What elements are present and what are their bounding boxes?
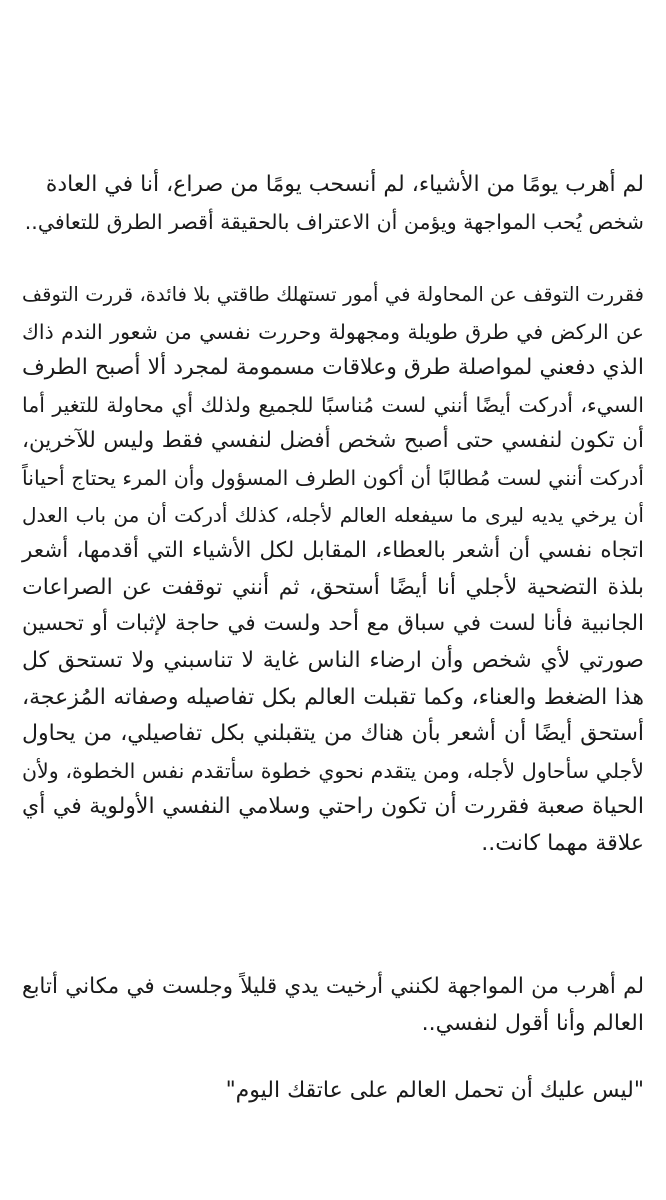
- text-line: أستحق أيضًا أن أشعر بأن هناك من يتقبلني بكل تفاصيلي، من يحاول: [22, 721, 644, 747]
- quote-line: "ليس عليك أن تحمل العالم على عاتقك اليوم": [225, 1078, 644, 1103]
- text-line: عن الركض في طرق طويلة ومجهولة وحررت نفسي من شعور الندم ذاك: [22, 319, 644, 344]
- text-line: فقررت التوقف عن المحاولة في أمور تستهلك طاقتي بلا فائدة، قررت التوقف: [22, 283, 644, 306]
- paragraph-body: [22, 277, 644, 863]
- text-line: العالم وأنا أقول لنفسي..: [421, 1010, 644, 1036]
- text-line: بلذة التضحية لأجلي أنا أيضًا أستحق، ثم أنني توقفت عن الصراعات: [22, 574, 644, 600]
- text-line: الجانبية فأنا لست في سباق مع أحد ولست في حاجة لإثبات أو تحسين: [22, 611, 644, 637]
- text-line: شخص يُحب المواجهة ويؤمن أن الاعتراف بالحقيقة أقصر الطرق للتعافي..: [24, 209, 644, 234]
- text-line: اتجاه نفسي أن أشعر بالعطاء، المقابل لكل الأشياء التي أقدمها، أشعر: [22, 538, 644, 564]
- text-line: السيء، أدركت أيضًا أنني لست مُناسبًا للجميع ولذلك أي محاولة للتغير أما: [22, 392, 644, 417]
- text-line: أن تكون لنفسي حتى أصبح شخص أفضل لنفسي فقط وليس للآخرين،: [22, 428, 644, 454]
- text-line: أدركت أنني لست مُطالبًا أن أكون الطرف المسؤول وأن المرء يحتاج أحياناً: [22, 465, 644, 490]
- text-line: لم أهرب يومًا من الأشياء، لم أنسحب يومًا من صراع، أنا في العادة: [45, 172, 644, 197]
- text-line: علاقة مهما كانت..: [481, 830, 644, 856]
- text-line: الحياة صعبة فقررت أن تكون راحتي وسلامي النفسي الأولوية في أي: [22, 794, 644, 820]
- paragraph-closing: [22, 969, 644, 1042]
- text-line: هذا الضغط والعناء، وكما تقبلت العالم بكل تفاصيله وصفاته المُزعجة،: [22, 684, 644, 710]
- text-line: لأجلي سأحاول لأجله، ومن يتقدم نحوي خطوة سأتقدم نفس الخطوة، ولأن: [22, 758, 644, 783]
- text-line: صورتي لأي شخص وأن ارضاء الناس غاية لا تناسبني ولا تستحق كل: [22, 647, 644, 673]
- text-line: أن يرخي يديه ليرى ما سيفعله العالم لأجله، كذلك أدركت أن من باب العدل: [22, 502, 644, 527]
- text-line: الذي دفعني لمواصلة طرق وعلاقات مسمومة لمجرد ألا أصبح الطرف: [22, 355, 644, 381]
- paragraph-intro: [22, 167, 644, 240]
- text-line: لم أهرب من المواجهة لكنني أرخيت يدي قليلاً وجلست في مكاني أتابع: [22, 974, 644, 999]
- paragraph-quote: [22, 1073, 644, 1110]
